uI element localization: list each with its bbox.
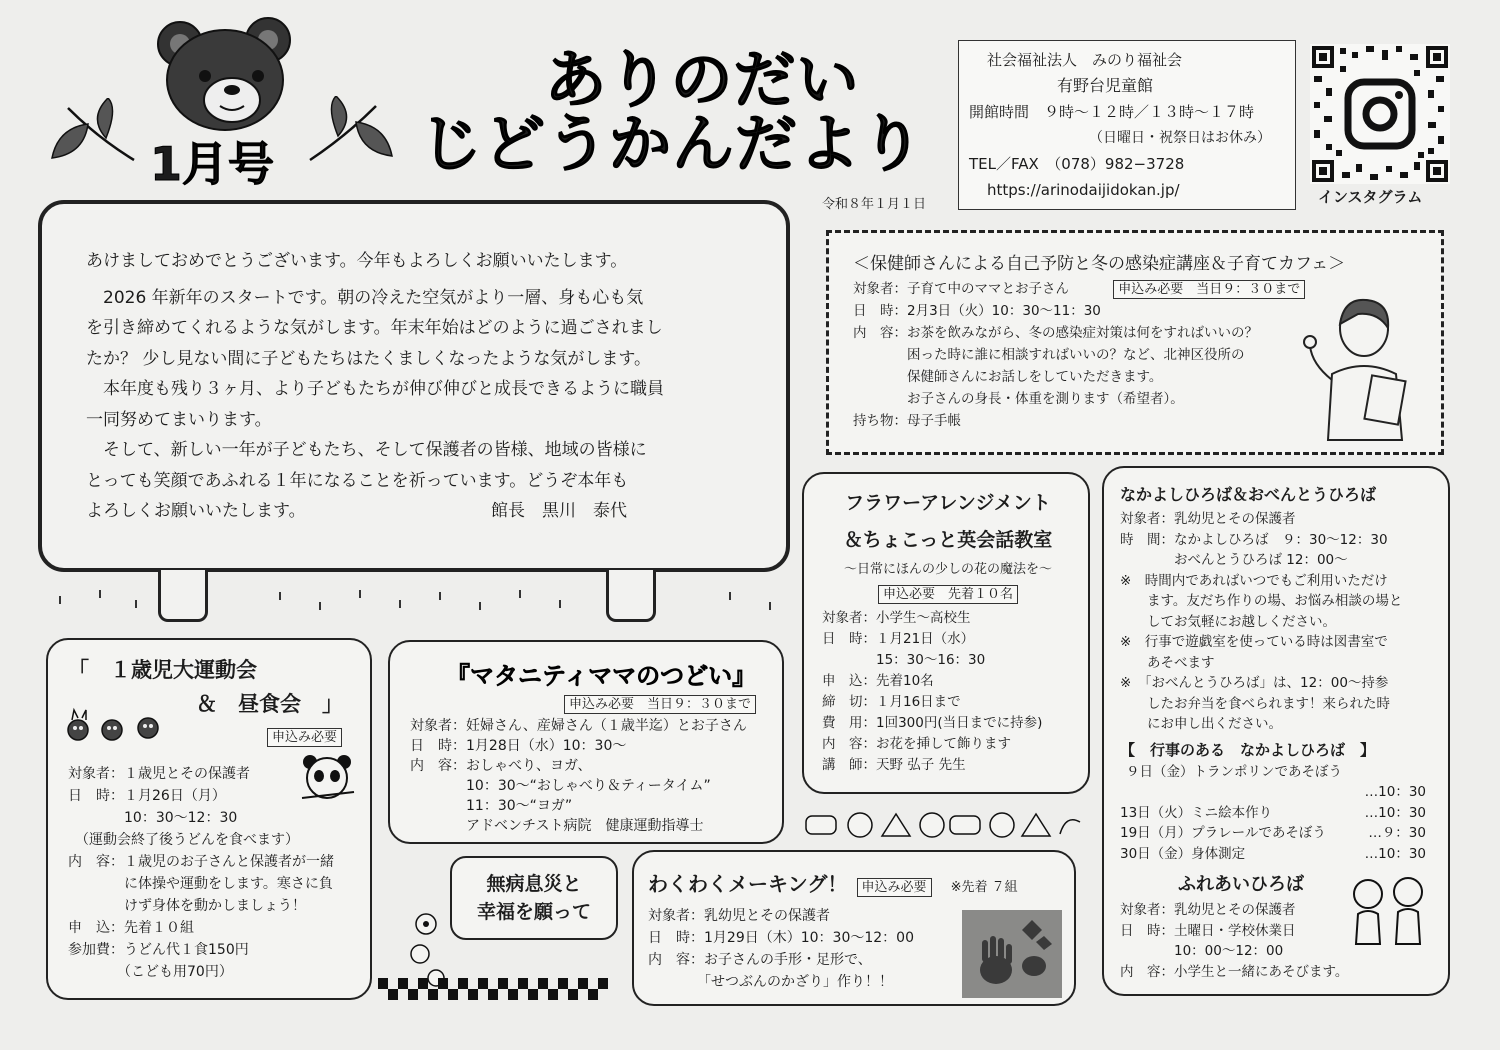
greeting-line: 本年度も残り３ヶ月、より子どもたちが伸び伸びと成長できるように職員 xyxy=(86,379,664,399)
wish-line-2: 幸福を願って xyxy=(476,901,591,923)
greeting-line: 一同努めてまいります。 xyxy=(86,409,272,430)
sports-detail: 内 容：１歳児のお子さんと保護者が一緒 xyxy=(68,854,334,870)
flower-detail: 費 用：1回300円(当日までに持参) xyxy=(822,715,1043,731)
nakayoshi-detail: おべんとうひろば 12：00〜 xyxy=(1120,552,1348,568)
nurse-illustration xyxy=(1298,294,1422,442)
bear-illustration xyxy=(150,14,300,134)
maternity-title: 『マタニティママのつどい』 xyxy=(446,662,757,690)
seminar-bring: 持ち物：母子手帳 xyxy=(853,413,961,429)
nakayoshi-detail: 時 間：なかよしひろば ９：30〜12：30 xyxy=(1120,531,1388,548)
greeting-line: 2026 年新年のスタートです。朝の冷えた空気がより一層、身も心も気 xyxy=(86,287,644,308)
sports-detail: 10：30〜12：30 xyxy=(68,810,238,826)
events-title: 【 行事のある なかよしひろば 】 xyxy=(1120,740,1376,759)
wish-box xyxy=(450,856,618,940)
nakayoshi-detail: ※ 「おべんとうひろば」は、12：00〜持参 xyxy=(1120,675,1389,691)
maternity-detail: 日 時：1月28日（水）10：30〜 xyxy=(410,738,627,754)
issue-date: 令和８年１月１日 xyxy=(822,197,927,212)
maternity-detail: アドベンチスト病院 健康運動指導士 xyxy=(410,818,704,834)
sports-title-line-1: 「 １歳児大運動会 xyxy=(68,658,257,682)
flower-detail: 対象者：小学生〜高校生 xyxy=(822,610,971,626)
flower-title-line-1: フラワーアレンジメント xyxy=(845,492,1051,514)
making-title-row xyxy=(648,868,1058,897)
sports-detail: けず身体を動かしましょう！ xyxy=(68,898,306,914)
tel-fax: TEL／FAX （078）982−3728 xyxy=(969,155,1185,173)
nakayoshi-detail: にお申し出ください。 xyxy=(1120,716,1282,732)
sports-detail: （運動会終了後うどんを食べます） xyxy=(68,832,299,848)
event-day: 13日（火）ミニ絵本作り xyxy=(1120,804,1273,821)
nakayoshi-detail: したお弁当を食べられます！来られた時 xyxy=(1120,695,1390,712)
sports-detail: 日 時：１月26日（月） xyxy=(68,788,226,804)
event-row xyxy=(1120,844,1426,865)
sports-signup-tag: 申込み必要 xyxy=(267,728,342,747)
sports-detail: に体操や運動をします。寒さに負 xyxy=(68,876,333,892)
fureai-detail: 日 時：土曜日・学校休業日 xyxy=(1120,922,1296,939)
greeting-line: そして、新しい一年が子どもたち、そして保護者の皆様、地域の皆様に xyxy=(86,440,647,460)
flower-subtitle: 〜日常にほんの少しの花の魔法を〜 xyxy=(843,562,1052,577)
sports-day-box xyxy=(46,638,372,1000)
seminar-datetime: 日 時：2月3日（火）10：30〜11：30 xyxy=(853,303,1101,319)
checkered-border xyxy=(378,978,614,1000)
seminar-content: 保健師さんにお話しをしていただきます。 xyxy=(853,369,1163,385)
event-row xyxy=(1120,762,1436,803)
seminar-target: 対象者：子育て中のママとお子さん xyxy=(853,281,1069,297)
sports-detail: 対象者：１歳児とその保護者 xyxy=(68,766,250,782)
maternity-detail: 11：30〜“ヨガ” xyxy=(410,798,573,814)
making-note: ※先着 ７組 xyxy=(950,880,1018,895)
making-detail: 内 容：お子さんの手形・足形で、 xyxy=(648,952,872,968)
grass-decoration xyxy=(40,586,800,626)
flower-detail: 申 込：先着10名 xyxy=(822,673,934,689)
flower-detail: 締 切：１月16日まで xyxy=(822,694,961,710)
event-day: 30日（金）身体測定 xyxy=(1120,845,1246,862)
event-day: ９日（金）トランポリンであそぼう xyxy=(1126,763,1342,780)
nakayoshi-detail: あそべます xyxy=(1120,654,1215,671)
event-time: …９：30 xyxy=(1368,825,1426,841)
flower-detail: 日 時：１月21日（水） xyxy=(822,631,975,647)
qr-code[interactable] xyxy=(1310,44,1450,184)
event-day: 19日（月）プラレールであそぼう xyxy=(1120,825,1326,841)
facility-info-box xyxy=(958,40,1296,210)
maternity-detail: 対象者：妊婦さん、産婦さん（１歳半迄）とお子さん xyxy=(410,718,747,734)
seminar-content: 困った時に誰に相談すればいいの？など、北神区役所の xyxy=(853,347,1245,363)
closed-days: （日曜日・祝祭日はお休み） xyxy=(1089,130,1271,146)
title-line-1: ありのだい xyxy=(544,43,860,116)
seminar-content: 内 容：お茶を飲みながら、冬の感染症対策は何をすればいいの？ xyxy=(853,325,1258,341)
nakayoshi-detail: ※ 行事で遊戯室を使っている時は図書室で xyxy=(1120,634,1388,650)
fureai-detail: 対象者：乳幼児とその保護者 xyxy=(1120,902,1296,918)
wish-line-1: 無病息災と xyxy=(486,873,582,895)
flower-detail: 15：30〜16：30 xyxy=(822,652,986,668)
seminar-signup-tag: 申込み必要 当日９：３０まで xyxy=(1113,280,1305,299)
sports-detail: （こども用70円） xyxy=(68,964,233,980)
handprint-photo xyxy=(962,910,1062,998)
nakayoshi-title: なかよしひろば＆おべんとうひろば xyxy=(1120,485,1377,504)
greeting-message-board xyxy=(38,200,790,572)
maternity-detail: 10：30〜“おしゃべり＆ティータイム” xyxy=(410,778,711,794)
nakayoshi-detail: ます。友だち作りの場、お悩み相談の場と xyxy=(1120,593,1403,609)
seminar-content: お子さんの身長・体重を測ります（希望者）。 xyxy=(853,391,1184,407)
instagram-label: インスタグラム xyxy=(1318,188,1423,206)
greeting-line: を引き締めてくれるような気がします。年末年始はどのように過ごされまし xyxy=(86,318,663,338)
sports-title-line-2: ＆ 昼食会 」 xyxy=(196,692,343,716)
making-detail: 「せつぶんのかざり」作り！！ xyxy=(648,974,893,990)
fureai-title: ふれあいひろば xyxy=(1178,874,1304,895)
making-detail: 対象者：乳幼児とその保護者 xyxy=(648,908,830,924)
website-url[interactable]: https://arinodaijidokan.jp/ xyxy=(987,181,1180,199)
event-time: …10：30 xyxy=(1364,845,1426,862)
nakayoshi-detail: してお気軽にお越しください。 xyxy=(1120,613,1336,630)
greeting-line: あけましておめでとうございます。今年もよろしくお願いいたします。 xyxy=(86,251,628,271)
event-time: …10：30 xyxy=(1364,784,1426,800)
fureai-detail: 内 容：小学生と一緒にあそびます。 xyxy=(1120,963,1349,980)
facility-name: 有野台児童館 xyxy=(1057,76,1154,95)
title-line-2: じどうかんだより xyxy=(420,107,925,180)
flower-detail: 講 師：天野 弘子 先生 xyxy=(822,757,966,773)
sports-detail: 参加費：うどん代１食150円 xyxy=(68,942,249,958)
maternity-detail: 内 容：おしゃべり、ヨガ、 xyxy=(410,758,592,774)
flower-english-class-box xyxy=(802,472,1090,794)
leaf-right-icon xyxy=(306,96,396,168)
new-year-decoration-row xyxy=(804,808,1082,840)
greeting-line: とっても笑顔であふれる１年になることを祈っています。どうぞ本年も xyxy=(86,470,629,491)
making-signup-tag: 申込み必要 xyxy=(857,878,932,897)
greeting-line: たか？ 少し見ない間に子どもたちはたくましくなったような気がします。 xyxy=(86,348,652,369)
greeting-line xyxy=(86,496,756,527)
animals-illustration xyxy=(62,706,170,746)
event-row xyxy=(1120,823,1426,844)
issue-label: 1月号 xyxy=(150,137,275,191)
sports-detail: 申 込：先着１０組 xyxy=(68,920,194,936)
director-signature: 館長 黒川 泰代 xyxy=(491,501,628,521)
fureai-detail: 10：00〜12：00 xyxy=(1120,943,1284,959)
event-time: …10：30 xyxy=(1364,804,1426,821)
event-row xyxy=(1120,803,1426,824)
newsletter-title xyxy=(420,43,925,180)
greeting-line: よろしくお願いいたします。 xyxy=(86,501,306,521)
making-title: わくわくメーキング！ xyxy=(648,872,848,896)
children-illustration xyxy=(1346,874,1430,946)
leaf-left-icon xyxy=(48,98,138,168)
flower-detail: 内 容：お花を挿して飾ります xyxy=(822,736,1011,752)
flower-signup-tag: 申込必要 先着１０名 xyxy=(878,585,1018,604)
nakayoshi-detail: ※ 時間内であればいつでもご利用いただけ xyxy=(1120,572,1388,589)
maternity-gathering-box xyxy=(388,640,784,844)
org-name: 社会福祉法人 みのり福祉会 xyxy=(987,51,1183,69)
maternity-signup-tag: 申込み必要 当日９：３０まで xyxy=(564,695,756,714)
seminar-title: ＜保健師さんによる自己予防と冬の感染症講座＆子育てカフェ＞ xyxy=(853,254,1346,274)
flower-title-line-2: ＆ちょこっと英会話教室 xyxy=(843,529,1053,551)
panda-icon xyxy=(296,752,360,810)
making-detail: 日 時：1月29日（木）10：30〜12：00 xyxy=(648,930,914,946)
nakayoshi-detail: 対象者：乳幼児とその保護者 xyxy=(1120,511,1296,527)
opening-hours: 開館時間 ９時〜１２時／１３時〜１７時 xyxy=(969,103,1255,121)
